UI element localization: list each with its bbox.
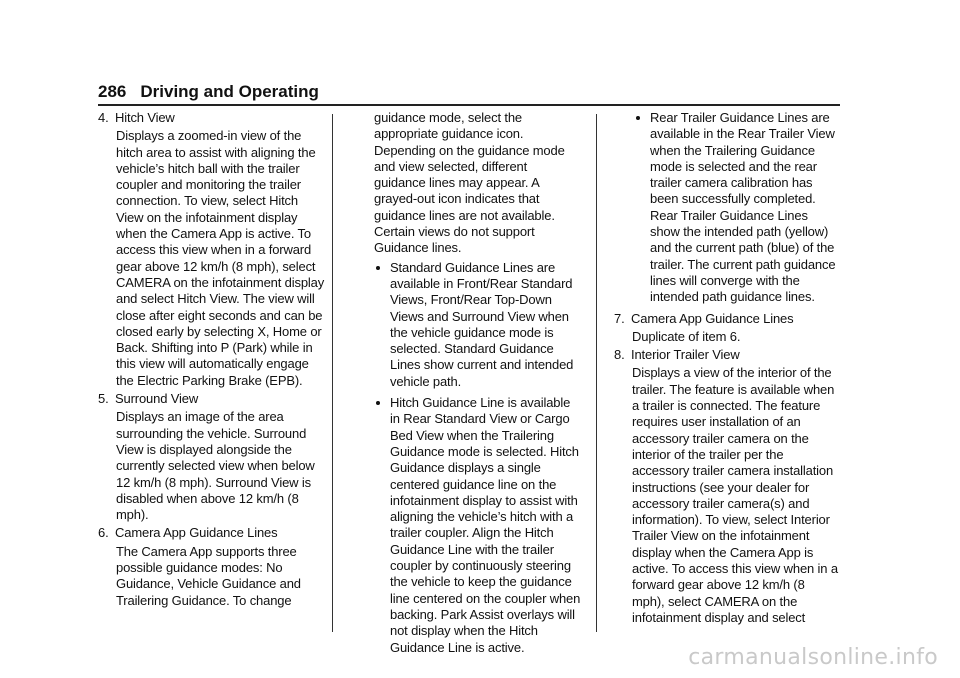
column-2: [374, 110, 582, 661]
section-title: Driving and Operating: [140, 82, 319, 101]
item-number: 5.: [98, 391, 109, 407]
item-title-text: Interior Trailer View: [631, 347, 740, 363]
list-item-title: [614, 311, 840, 327]
item-number: 4.: [98, 110, 109, 125]
item-description: Displays an image of the area surrounding the vehicle. Surround View is displayed alongside the currently selected view when below 12 km/h (8 mph). Surround View is disabled when above 12 km/h (8 mph).: [116, 409, 315, 523]
item-title-text: Hitch View: [115, 110, 175, 125]
bullet-item: Rear Trailer Guidance Lines are available in the Rear Trailer View when the Trailering Guidance mode is selected and the rear trailer camera calibration has been successfully completed. Rear Trailer Guidance Lines show the intended path (yellow) and the current path (blue) of the trailer. The current path guidance lines will converge with the intended path guidance lines.: [634, 110, 840, 306]
item-description: Displays a zoomed-in view of the hitch area to assist with aligning the vehicle’s hitch ball with the trailer coupler and monitoring the trailer connection. To view, select Hitch View on the infotainment display when the Camera App is active. To access this view when in a forward gear above 12 km/h (8 mph), select CAMERA on the infotainment display and select Hitch View. The view will close after eight seconds and can be closed early by selecting X, Home or Back. Shifting into P (Park) while in this view will automatically engage the Electric Parking Brake (EPB).: [116, 128, 325, 388]
item-title-text: Camera App Guidance Lines: [631, 310, 794, 326]
list-item-title: [98, 391, 326, 407]
watermark: carmanualsonline.info: [688, 645, 938, 670]
bullet-item: Hitch Guidance Line is available in Rear Standard View or Cargo Bed View when the Trailering Guidance mode is selected. Hitch Guidance displays a single centered guidance line on the infotainment display to assist with aligning the vehicle’s hitch with a trailer coupler. Align the Hitch Guidance Line with the trailer coupler by continuously steering the vehicle to keep the guidance line centered on the coupler when backing. Park Assist overlays will not display when the Hitch Guidance Line is active.: [374, 395, 582, 656]
item-description: Displays a view of the interior of the trailer. The feature is available when a trailer is connected. The feature requires user installation of an accessory trailer camera on the interior of the trailer per the accessory trailer camera installation instructions (see your dealer for accessory trailer camera(s) and information). To view, select Interior Trailer View on the infotainment display when the Camera App is active. To access this view when in a forward gear above 12 km/h (8 mph), select CAMERA on the infotainment display and select: [632, 365, 838, 625]
item-title-text: Surround View: [115, 391, 199, 407]
paragraph: guidance mode, select the appropriate guidance icon. Depending on the guidance mode and view selected, different guidance lines may appear. A grayed-out icon indicates that guidance lines are not available. Certain views do not support Guidance lines.: [374, 110, 565, 256]
item-number: 7.: [614, 310, 625, 326]
item-title-text: Camera App Guidance Lines: [115, 525, 278, 541]
column-1: [98, 110, 326, 611]
page-number: 286: [98, 82, 127, 101]
item-description: Duplicate of item 6.: [632, 328, 741, 344]
column-divider: [332, 114, 333, 632]
item-number: 8.: [614, 347, 625, 363]
page-header: [98, 82, 840, 106]
list-item-title: [98, 525, 326, 541]
item-description: The Camera App supports three possible guidance modes: No Guidance, Vehicle Guidance and Trailering Guidance. To change: [116, 543, 301, 608]
list-item-title: [614, 347, 840, 363]
column-divider: [596, 114, 597, 632]
item-number: 6.: [98, 525, 109, 541]
list-item-title: [98, 110, 326, 126]
bullet-item: Standard Guidance Lines are available in Front/Rear Standard Views, Front/Rear Top-Down Views and Surround View when the vehicle guidance mode is selected. Standard Guidance Lines show current and intended vehicle path.: [374, 260, 582, 390]
column-3: [614, 110, 840, 628]
